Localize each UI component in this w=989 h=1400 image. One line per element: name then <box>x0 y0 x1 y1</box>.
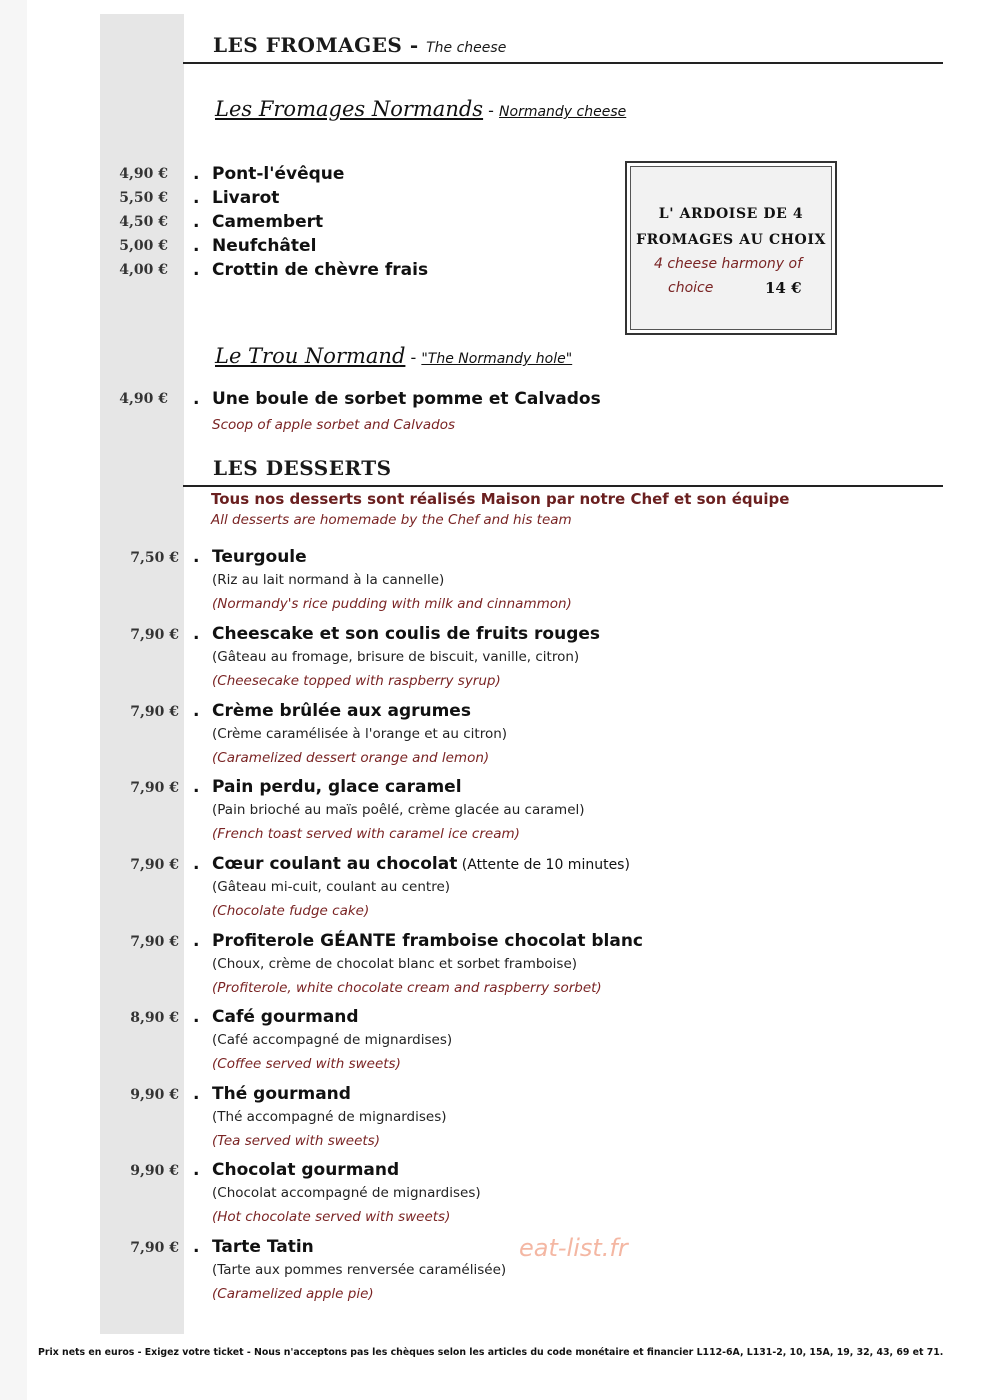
ardoise-english1: 4 cheese harmony of <box>654 256 803 272</box>
desserts-intro-en: All desserts are homemade by the Chef and his team <box>211 512 572 528</box>
dessert-english: (Caramelized apple pie) <box>212 1286 374 1302</box>
dessert-name-text: Café gourmand <box>212 1007 359 1027</box>
desserts-rule <box>183 485 943 487</box>
bullet: . <box>193 1007 200 1027</box>
watermark: eat-list.fr <box>519 1234 628 1262</box>
dessert-english: (Normandy's rice pudding with milk and cinnammon) <box>212 596 572 612</box>
dessert-desc: (Crème caramélisée à l'orange et au citron) <box>212 726 508 742</box>
desserts-intro-fr: Tous nos desserts sont réalisés Maison par notre Chef et son équipe <box>211 490 790 508</box>
dessert-name-text: Teurgoule <box>212 547 307 567</box>
ardoise-box-inner <box>630 166 832 330</box>
dessert-price: 8,90 € <box>130 1010 179 1026</box>
dessert-name <box>212 1237 314 1257</box>
bullet: . <box>193 1160 200 1180</box>
dessert-desc: (Thé accompagné de mignardises) <box>212 1109 447 1125</box>
bullet: . <box>193 212 200 232</box>
dessert-name <box>212 701 471 721</box>
fromages-dash: - <box>402 33 427 57</box>
dessert-desc: (Pain brioché au maïs poêlé, crème glacée au caramel) <box>212 802 585 818</box>
dessert-desc: (Choux, crème de chocolat blanc et sorbet framboise) <box>212 956 578 972</box>
trou-price: 4,90 € <box>119 391 168 407</box>
dessert-name <box>212 854 630 874</box>
bullet: . <box>193 931 200 951</box>
dessert-english: (Chocolate fudge cake) <box>212 903 370 919</box>
normands-title: Les Fromages Normands <box>215 97 484 121</box>
cheese-price: 4,50 € <box>119 214 168 230</box>
bullet: . <box>193 164 200 184</box>
normands-subtitle: Normandy cheese <box>499 104 627 120</box>
dessert-price: 7,90 € <box>130 934 179 950</box>
ardoise-line2: FROMAGES AU CHOIX <box>636 232 826 248</box>
desserts-title: LES DESSERTS <box>213 456 392 480</box>
cheese-name: Livarot <box>212 188 280 208</box>
dessert-name-text: Chocolat gourmand <box>212 1160 400 1180</box>
dessert-english: (Caramelized dessert orange and lemon) <box>212 750 490 766</box>
dessert-desc: (Chocolat accompagné de mignardises) <box>212 1185 481 1201</box>
dessert-price: 7,90 € <box>130 627 179 643</box>
ardoise-price: 14 € <box>765 279 802 297</box>
trou-heading: Le Trou Normand - "The Normandy hole" <box>215 344 573 368</box>
dessert-name <box>212 931 643 951</box>
ardoise-english2: choice <box>668 280 714 296</box>
dessert-english: (Profiterole, white chocolate cream and raspberry sorbet) <box>212 980 602 996</box>
cheese-name: Neufchâtel <box>212 236 317 256</box>
dessert-name-text: Cœur coulant au chocolat <box>212 854 458 874</box>
bullet: . <box>193 624 200 644</box>
bullet: . <box>193 777 200 797</box>
dessert-name-text: Profiterole GÉANTE framboise chocolat blanc <box>212 931 644 951</box>
trou-english: Scoop of apple sorbet and Calvados <box>212 417 455 433</box>
dessert-name <box>212 1007 359 1027</box>
dessert-name-text: Pain perdu, glace caramel <box>212 777 462 797</box>
fromages-heading <box>213 33 506 57</box>
bullet: . <box>193 389 200 409</box>
fromages-title: LES FROMAGES <box>213 33 403 57</box>
dessert-name-text: Crème brûlée aux agrumes <box>212 701 471 721</box>
cheese-price: 5,50 € <box>119 190 168 206</box>
bullet: . <box>193 236 200 256</box>
dessert-desc: (Gâteau mi-cuit, coulant au centre) <box>212 879 451 895</box>
dessert-price: 7,90 € <box>130 704 179 720</box>
bullet: . <box>193 1084 200 1104</box>
footer-legal-note: Prix nets en euros - Exigez votre ticket - Nous n'acceptons pas les chèques selon les articles du code monétaire et financier L112-6A, L131-2, 10, 15A, 19, 32, 43, 69 et 71. <box>38 1347 944 1358</box>
dessert-name <box>212 777 462 797</box>
dessert-name-text: Cheescake et son coulis de fruits rouges <box>212 624 601 644</box>
dessert-english: (Tea served with sweets) <box>212 1133 380 1149</box>
dessert-desc: (Riz au lait normand à la cannelle) <box>212 572 445 588</box>
dessert-name <box>212 1084 351 1104</box>
cheese-name: Crottin de chèvre frais <box>212 260 429 280</box>
trou-subtitle: "The Normandy hole" <box>421 351 573 367</box>
trou-title: Le Trou Normand <box>215 344 406 368</box>
dessert-name-text: Thé gourmand <box>212 1084 351 1104</box>
dessert-english: (Coffee served with sweets) <box>212 1056 401 1072</box>
cheese-name: Camembert <box>212 212 324 232</box>
price-column-band <box>100 14 184 1334</box>
dessert-price: 7,90 € <box>130 780 179 796</box>
dessert-price: 9,90 € <box>130 1163 179 1179</box>
dessert-name <box>212 547 307 567</box>
dessert-note: (Attente de 10 minutes) <box>457 857 630 873</box>
bullet: . <box>193 260 200 280</box>
dessert-english: (Cheesecake topped with raspberry syrup) <box>212 673 501 689</box>
cheese-price: 5,00 € <box>119 238 168 254</box>
normands-heading: Les Fromages Normands - Normandy cheese <box>215 97 627 121</box>
dessert-desc: (Gâteau au fromage, brisure de biscuit, vanille, citron) <box>212 649 580 665</box>
cheese-name: Pont-l'évêque <box>212 164 345 184</box>
dessert-name <box>212 624 600 644</box>
dessert-name <box>212 1160 399 1180</box>
cheese-price: 4,00 € <box>119 262 168 278</box>
dessert-name-text: Tarte Tatin <box>212 1237 314 1257</box>
cheese-price: 4,90 € <box>119 166 168 182</box>
dessert-price: 7,90 € <box>130 857 179 873</box>
dessert-price: 9,90 € <box>130 1087 179 1103</box>
fromages-rule <box>183 62 943 64</box>
bullet: . <box>193 701 200 721</box>
bullet: . <box>193 1237 200 1257</box>
fromages-subtitle: The cheese <box>426 40 507 56</box>
dessert-english: (Hot chocolate served with sweets) <box>212 1209 451 1225</box>
dessert-desc: (Tarte aux pommes renversée caramélisée) <box>212 1262 507 1278</box>
bullet: . <box>193 854 200 874</box>
trou-name: Une boule de sorbet pomme et Calvados <box>212 389 601 409</box>
ardoise-box <box>625 161 837 335</box>
dessert-desc: (Café accompagné de mignardises) <box>212 1032 453 1048</box>
ardoise-line1: L' ARDOISE DE 4 <box>658 206 804 222</box>
bullet: . <box>193 188 200 208</box>
dessert-price: 7,50 € <box>130 550 179 566</box>
left-margin-stripe <box>0 0 27 1400</box>
dessert-english: (French toast served with caramel ice cream) <box>212 826 520 842</box>
dessert-price: 7,90 € <box>130 1240 179 1256</box>
bullet: . <box>193 547 200 567</box>
